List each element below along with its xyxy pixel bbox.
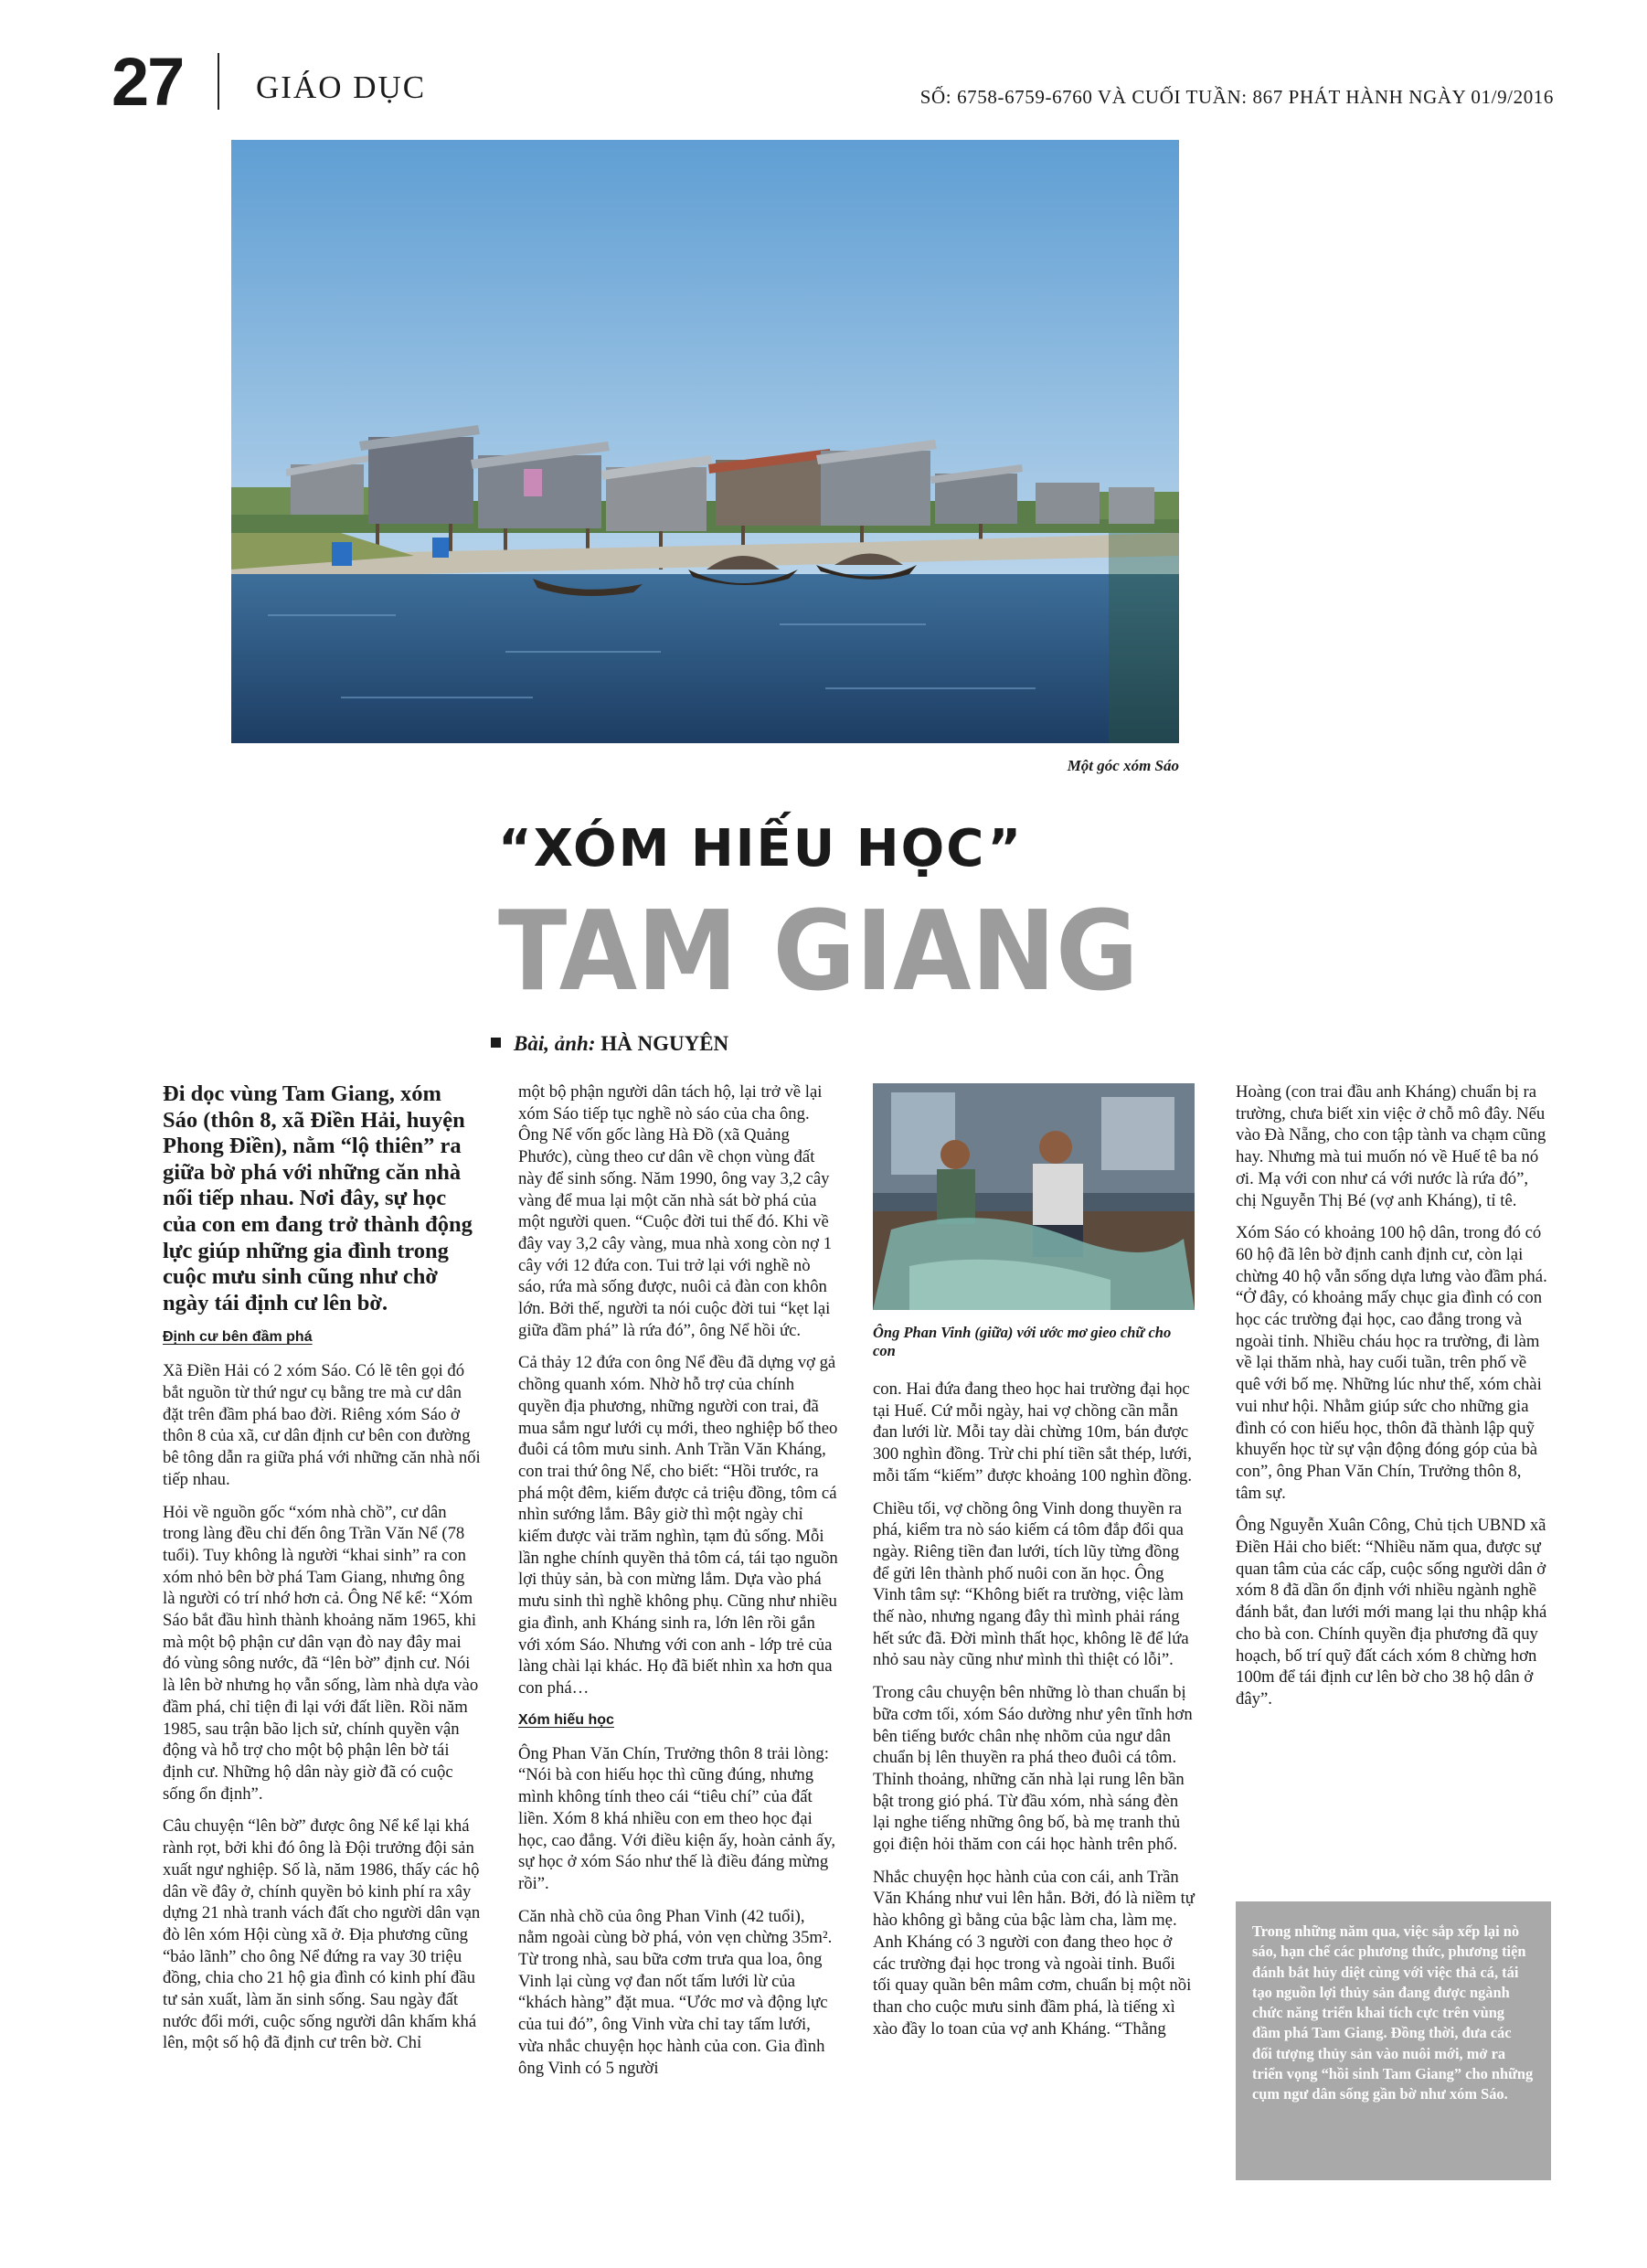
byline-label: Bài, ảnh: [514,1032,596,1055]
paragraph: Xóm Sáo có khoảng 100 hộ dân, trong đó có 60 hộ đã lên bờ định canh định cư, còn lại chừng 40 hộ vẫn sống dựa lưng vào đầm phá. “Ở đây, có khoảng mấy chục gia đình có con học các trường đại học, cao đẳng trong và ngoài tỉnh. Nhiều cháu học ra trường, đi làm về lại thăm nhà, hay cuối tuần, trên phố về quê với bố mẹ. Những lúc như thế, xóm chài vui như hội. Nhằm giúp sức cho những gia đình có con hiếu học, thôn đã thành lập quỹ khuyến học từ sự vận động đóng góp của bà con”, ông Phan Văn Chín, Trưởng thôn 8, tâm sự. [1236,1223,1547,1503]
subhead-xom-hieu-hoc: Xóm hiếu học [518,1711,614,1728]
issue-info: SỐ: 6758-6759-6760 VÀ CUỐI TUẦN: 867 PHÁT HÀNH NGÀY 01/9/2016 [919,86,1554,108]
subhead-dinh-cu: Định cư bên đầm phá [163,1329,313,1346]
paragraph: Hoàng (con trai đầu anh Kháng) chuẩn bị ra trường, chưa biết xin việc ở chỗ mô đây. Nếu vào Đà Nẵng, cho con tập tành va chạm cũng hay. Nhưng mà tui muốn nó về Huế tê ba nó ơi. Mạ với con như cá với nước là rứa đó”, chị Nguyễn Thị Bé (vợ anh Kháng), tỉ tê. [1236,1082,1546,1210]
main-photo-caption: Một góc xóm Sáo [1067,757,1179,774]
byline-author: HÀ NGUYÊN [600,1032,729,1055]
column-3 [873,1379,1195,2050]
column-1 [163,1081,481,2065]
paragraph: một bộ phận người dân tách hộ, lại trở về lại xóm Sáo tiếp tục nghề nò sáo của cha ông. Ông Nể vốn gốc làng Hà Đồ (xã Quảng Phước), cùng theo cư dân về chọn vùng đất này để sinh sống. Năm 1990, ông vay 3,2 cây vàng để mua lại một căn nhà sát bờ phá của một người quen. “Cuộc đời tui thế đó. Khi về đây vay 3,2 cây vàng, mua nhà xong còn nợ 1 cây với 12 đứa con. Tui trở lại với nghề nò sáo, rứa mà sống được, nuôi cả đàn con khôn lớn. Bởi thế, người ta nói cuộc đời tui “kẹt lại giữa đầm phá” là rứa đó”, ông Nể hồi ức. [518,1082,833,1340]
paragraph: Nhắc chuyện học hành của con cái, anh Trần Văn Kháng như vui lên hẳn. Bởi, đó là niềm tự hào không gì bằng của bậc làm cha, làm mẹ. Anh Kháng có 3 người con đang theo học ở các trường đại học trong và ngoài tỉnh. Buổi tối quay quần bên mâm cơm, chuẩn bị một nồi than cho cuộc mưu sinh đầm phá, là tiếng xì xào đầy lo toan của vợ anh Kháng. “Thằng [873,1867,1195,2039]
column-2 [518,1081,838,2090]
title-line-1: “XÓM HIẾU HỌC” [498,819,1024,878]
paragraph: Cả thảy 12 đứa con ông Nể đều đã dựng vợ gả chồng quanh xóm. Nhờ hỗ trợ của chính quyền địa phương, những người con trai, đã mua sắm ngư lưới cụ mới, theo nghiệp bố theo đuôi cá tôm mưu sinh. Anh Trần Văn Kháng, con trai thứ ông Nể, cho biết: “Hồi trước, ra phá một đêm, kiếm được cả triệu đồng, tôm cá nhìn sướng lắm. Bây giờ thì một ngày chỉ kiếm được vài trăm nghìn, tạm đủ sống. Mỗi lần nghe chính quyền thả tôm cá, tái tạo nguồn lợi thủy sản, bà con mừng lắm. Dựa vào phá mưu sinh thì nghề không phụ. Cũng như nhiều gia đình, anh Kháng sinh ra, lớn lên rồi gắn với xóm Sáo. Nhưng với con anh - lớp trẻ của làng chài lại khác. Họ đã biết nhìn xa hơn qua con phá… [518,1353,838,1698]
section-name: GIÁO DỤC [256,69,427,105]
byline-bullet-icon [491,1038,501,1048]
paragraph: Câu chuyện “lên bờ” được ông Nể kể lại khá rành rọt, bởi khi đó ông là Đội trưởng đội sản xuất ngư nghiệp. Số là, năm 1986, thấy các hộ dân về đây ở, chính quyền bỏ kinh phí ra xây dựng 21 nhà tranh vách đất cho người dân vạn đò lên xóm Hội cùng xã ở. Địa phương cũng “bảo lãnh” cho ông Nể đứng ra vay 30 triệu đồng, chia cho 21 hộ gia đình có kinh phí đầu tư sản xuất, làm ăn sinh sống. Sau ngày đất nước đổi mới, cuộc sống người dân khấm khá lên, một số hộ đã định cư trên bờ. Chỉ [163,1816,481,2053]
inner-photo-caption: Ông Phan Vinh (giữa) với ước mơ gieo chữ cho con [873,1324,1172,1359]
paragraph: Ông Nguyễn Xuân Công, Chủ tịch UBND xã Điền Hải cho biết: “Nhiều năm qua, được sự quan tâm của các cấp, cuộc sống người dân ở xóm 8 đã dần ổn định với nhiều ngành nghề đánh bắt, đan lưới mới mang lại thu nhập khá cho bà con. Chính quyền địa phương đã quy hoạch, bố trí quỹ đất cách xóm 8 chừng hơn 100m để tái định cư lên bờ cho 38 hộ dân ở đây”. [1236,1516,1547,1709]
paragraph: Trong câu chuyện bên những lò than chuẩn bị bữa cơm tối, xóm Sáo dường như yên tĩnh hơn bên tiếng bước chân nhẹ nhõm của ngư dân chuẩn bị lên thuyền ra phá theo đuôi cá tôm. Thỉnh thoảng, những căn nhà lại rung lên bần bật trong gió phá. Từ đầu xóm, nhà sáng đèn lại nghe tiếng những ông bố, bà mẹ tranh thủ gọi điện hỏi thăm con cái học hành trên phố. [873,1683,1193,1855]
byline [491,1031,728,1057]
paragraph: Căn nhà chồ của ông Phan Vinh (42 tuổi), nằm ngoài cùng bờ phá, vỏn vẹn chừng 35m². Từ trong nhà, sau bữa cơm trưa qua loa, ông Vinh lại cùng vợ đan nốt tấm lưới lừ của “khách hàng” đặt mua. “Ước mơ và động lực của tui đó”, ông Vinh vừa chỉ tay tấm lưới, vừa nhắc chuyện học hành của con. Gia đình ông Vinh có 5 người [518,1906,833,2078]
main-photo-stilt-village [231,140,1179,743]
title-line-2: TAM GIANG [498,889,1139,1016]
page-number: 27 [112,44,184,120]
header-divider [218,53,219,110]
sidebar-box: Trong những năm qua, việc sắp xếp lại nò sáo, hạn chế các phương thức, phương tiện đánh bắt hủy diệt cùng với việc thả cá, tái tạo nguồn lợi thủy sản đang được ngành chức năng triển khai tích cực trên vùng đầm phá Tam Giang. Đồng thời, đưa các đối tượng thủy sản vào nuôi mới, mở ra triển vọng “hồi sinh Tam Giang” cho những cụm ngư dân sống gần bờ như xóm Sáo. [1236,1901,1551,2180]
paragraph: Hỏi về nguồn gốc “xóm nhà chồ”, cư dân trong làng đều chỉ đến ông Trần Văn Nể (78 tuổi). Tuy không là người “khai sinh” ra con xóm nhỏ bên bờ phá Tam Giang, nhưng ông là người có trí nhớ hơn cả. Ông Nể kể: “Xóm Sáo bắt đầu hình thành khoảng năm 1965, khi mà một bộ phận cư dân vạn đò nay đây mai đó vùng sông nước, đã “lên bờ” định cư. Nói là lên bờ nhưng họ vẫn sống, làm nhà dựa vào đầm phá, chỉ tiện đi lại với đất liền. Rồi năm 1985, sau trận bão lịch sử, chính quyền vận động và hỗ trợ cho một bộ phận lên bờ tái định cư. Những hộ dân này giờ đã có cuộc sống ổn định”. [163,1502,479,1804]
paragraph: Ông Phan Văn Chín, Trưởng thôn 8 trải lòng: “Nói bà con hiếu học thì cũng đúng, nhưng mình không tính theo cái “tiêu chí” của đất liền. Xóm 8 khá nhiều con em theo học đại học, cao đẳng. Với điều kiện ấy, hoàn cảnh ấy, sự học ở xóm Sáo như thế là điều đáng mừng rồi”. [518,1743,836,1893]
paragraph: Xã Điền Hải có 2 xóm Sáo. Có lẽ tên gọi đó bắt nguồn từ thứ ngư cụ bằng tre mà cư dân đặt trên đầm phá bao đời. Riêng xóm Sáo ở thôn 8 của xã, cư dân định cư bên con đường bê tông dẫn ra giữa phá với những căn nhà nối tiếp nhau. [163,1361,481,1489]
lead-paragraph: Đi dọc vùng Tam Giang, xóm Sáo (thôn 8, xã Điền Hải, huyện Phong Điền), nằm “lộ thiên” ra giữa bờ phá với những căn nhà nối tiếp nhau. Nơi đây, sự học của con em đang trở thành động lực giúp những gia đình trong cuộc mưu sinh cũng như chờ ngày tái định cư lên bờ. [163,1081,473,1315]
paragraph: Chiều tối, vợ chồng ông Vinh dong thuyền ra phá, kiểm tra nò sáo kiếm cá tôm đắp đổi qua ngày. Riêng tiền đan lưới, tích lũy từng đồng để gửi lên thành phố nuôi con ăn học. Ông Vinh tâm sự: “Không biết ra trường, việc làm thế nào, nhưng ngang đây thì mình phải ráng hết sức đã. Đời mình thất học, không lẽ để lứa nhỏ sau này cũng như mình thì thiệt có lỗi”. [873,1498,1189,1670]
column-4 [1236,1081,1550,1721]
paragraph: con. Hai đứa đang theo học hai trường đại học tại Huế. Cứ mỗi ngày, hai vợ chồng cần mẫn đan lưới lừ. Mỗi tay dài chừng 10m, bán được 300 nghìn đồng. Trừ chi phí tiền sắt thép, lưới, mỗi tấm “kiếm” được khoảng 100 nghìn đồng. [873,1379,1193,1485]
inner-photo-net-weaving [873,1083,1195,1310]
